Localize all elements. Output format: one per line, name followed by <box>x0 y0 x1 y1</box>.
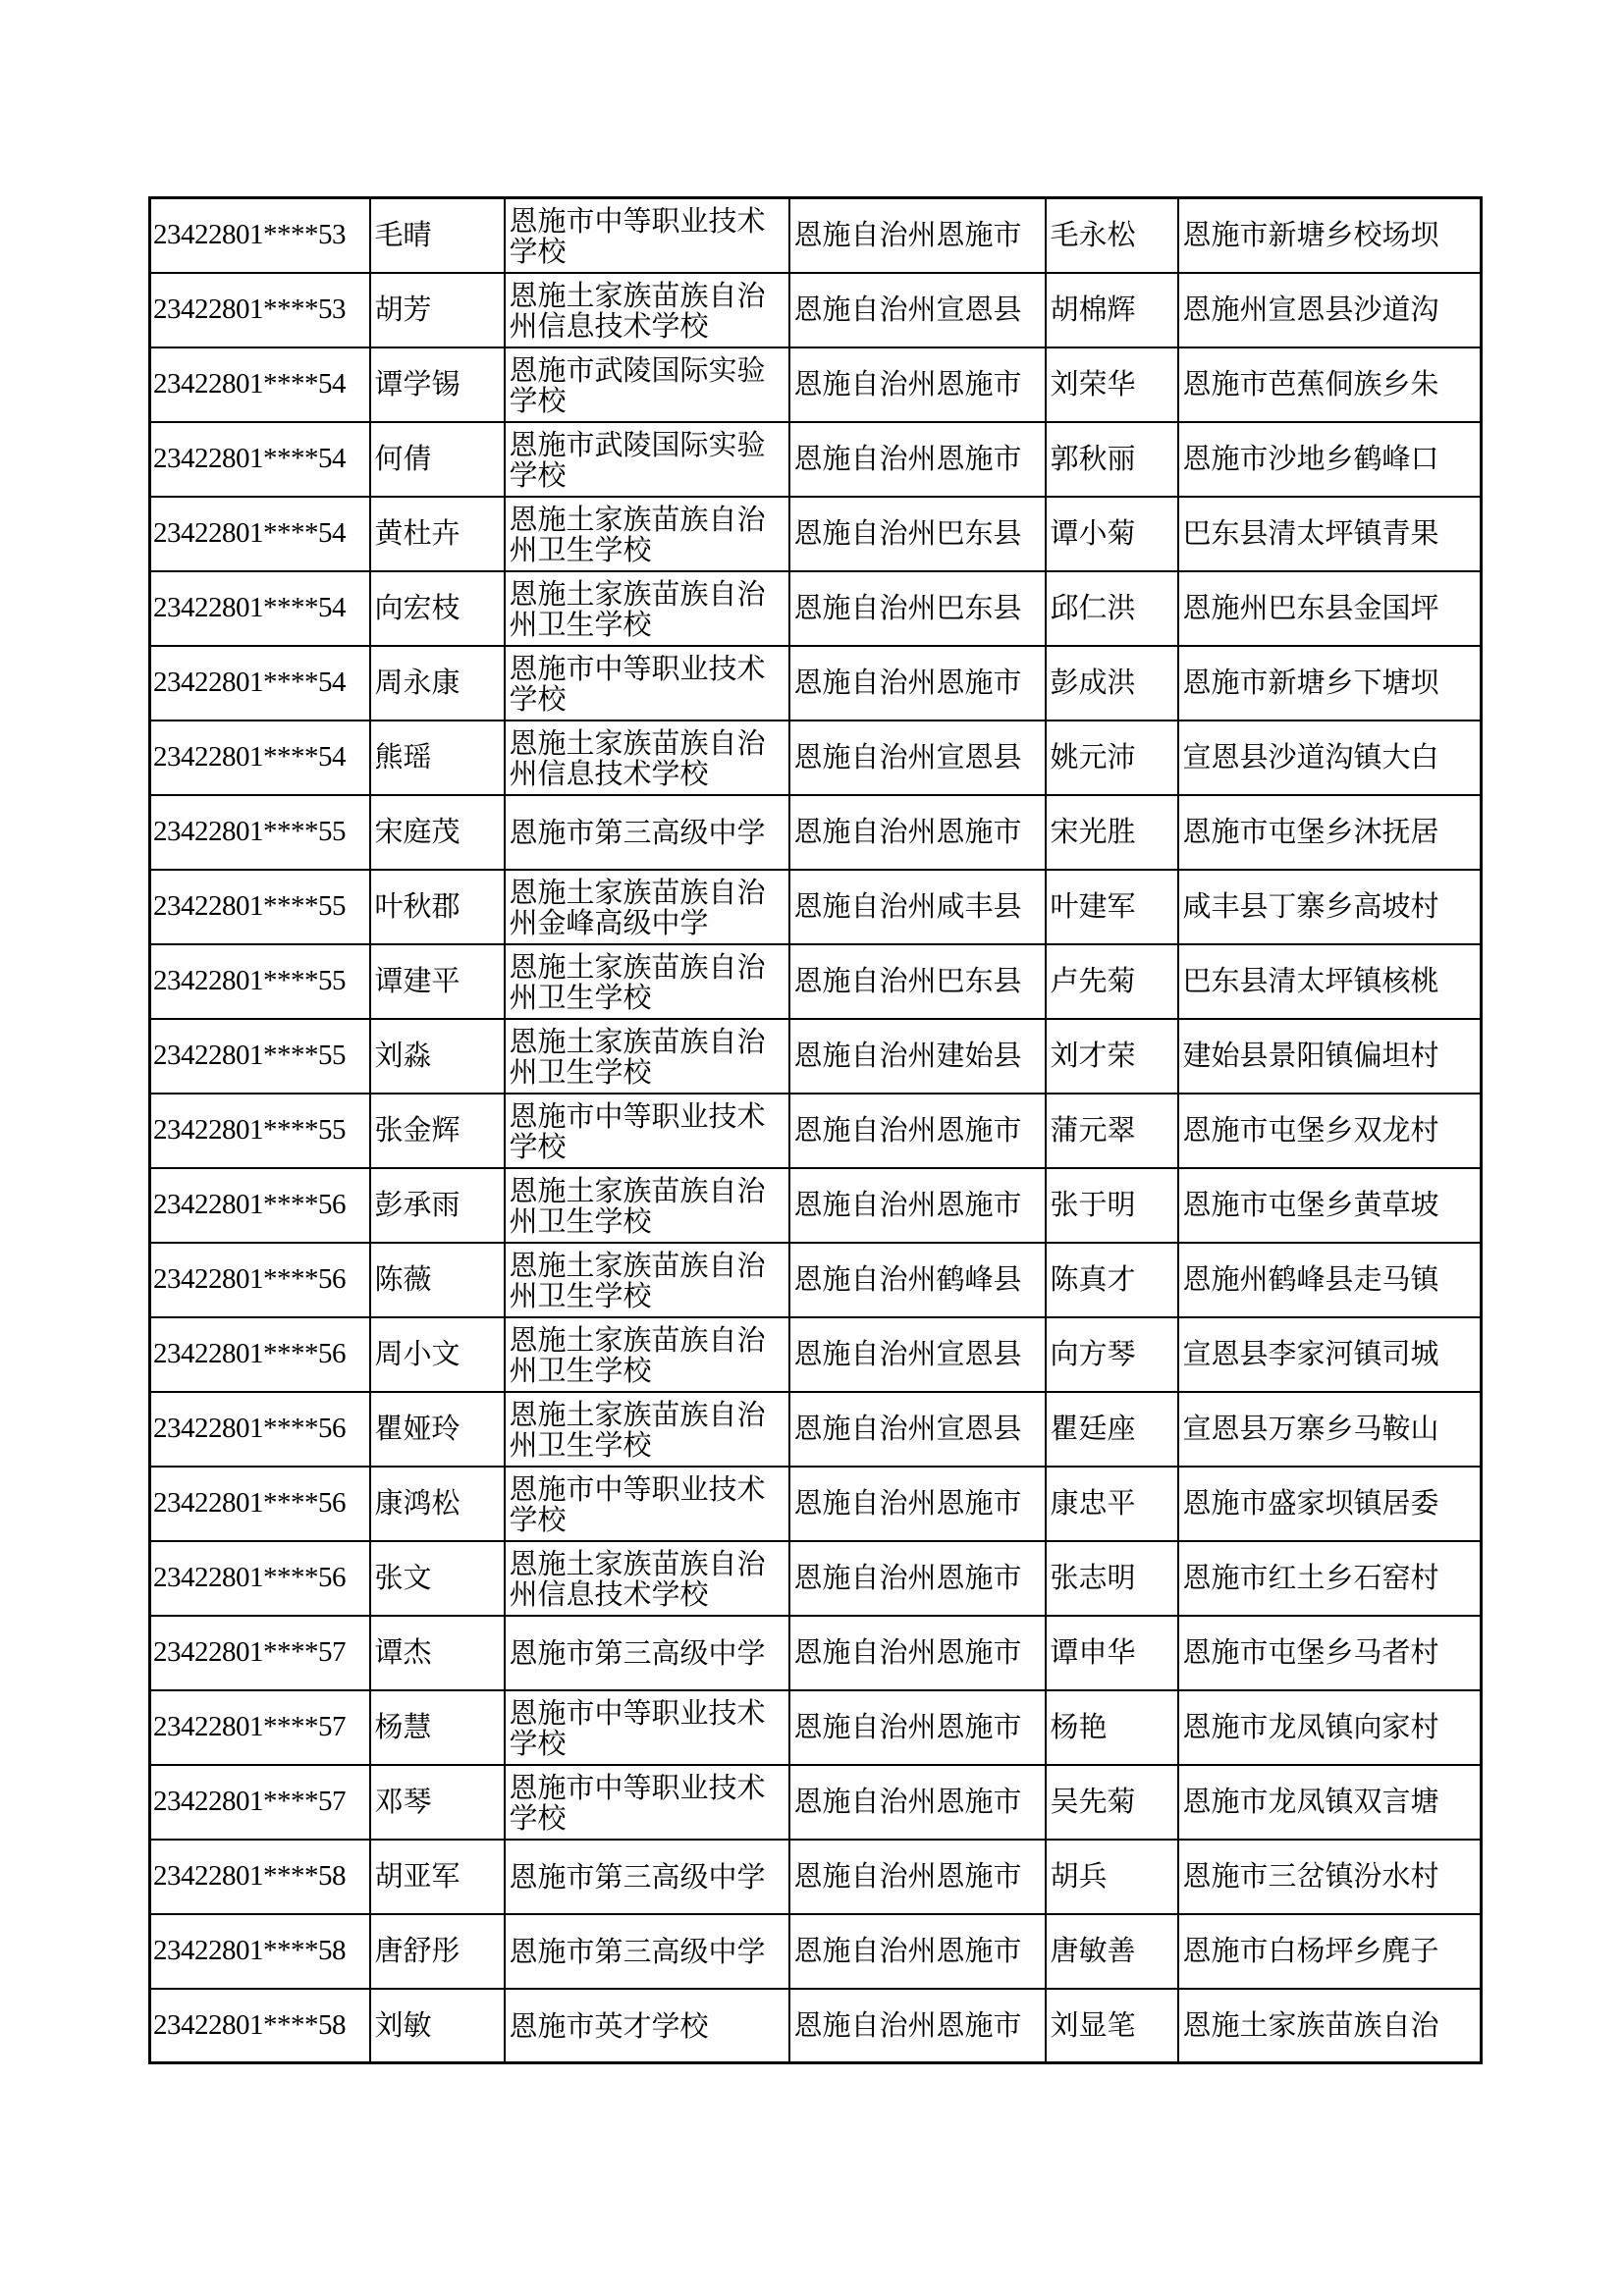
region-cell: 恩施自治州巴东县 <box>789 944 1046 1019</box>
student-name-cell: 陈薇 <box>370 1243 505 1317</box>
student-id-cell: 23422801****54 <box>150 721 370 795</box>
region-cell: 恩施自治州恩施市 <box>789 795 1046 870</box>
student-name-cell: 黄杜卉 <box>370 497 505 571</box>
address-cell: 恩施市三岔镇汾水村 <box>1178 1840 1482 1914</box>
table-row <box>150 795 1482 870</box>
address-cell: 恩施州巴东县金国坪 <box>1178 571 1482 646</box>
student-name-cell: 胡芳 <box>370 273 505 347</box>
student-name-cell: 熊瑶 <box>370 721 505 795</box>
table-row <box>150 1467 1482 1541</box>
student-name-cell: 邓琴 <box>370 1765 505 1840</box>
region-cell: 恩施自治州恩施市 <box>789 1616 1046 1690</box>
school-cell: 恩施市中等职业技术学校 <box>505 198 789 273</box>
school-cell: 恩施土家族苗族自治州金峰高级中学 <box>505 870 789 944</box>
address-cell: 巴东县清太坪镇核桃 <box>1178 944 1482 1019</box>
guardian-name-cell: 彭成洪 <box>1046 646 1178 721</box>
region-cell: 恩施自治州恩施市 <box>789 1094 1046 1168</box>
student-id-cell: 23422801****57 <box>150 1765 370 1840</box>
region-cell: 恩施自治州恩施市 <box>789 347 1046 422</box>
school-cell: 恩施土家族苗族自治州卫生学校 <box>505 497 789 571</box>
guardian-name-cell: 刘荣华 <box>1046 347 1178 422</box>
student-name-cell: 周永康 <box>370 646 505 721</box>
student-id-cell: 23422801****56 <box>150 1168 370 1243</box>
school-cell: 恩施土家族苗族自治州卫生学校 <box>505 1392 789 1467</box>
table-row <box>150 1690 1482 1765</box>
student-name-cell: 谭杰 <box>370 1616 505 1690</box>
region-cell: 恩施自治州恩施市 <box>789 1914 1046 1989</box>
address-cell: 恩施市红土乡石窑村 <box>1178 1541 1482 1616</box>
school-cell: 恩施市第三高级中学 <box>505 795 789 870</box>
table-row <box>150 1168 1482 1243</box>
table-row <box>150 1541 1482 1616</box>
address-cell: 巴东县清太坪镇青果 <box>1178 497 1482 571</box>
roster-body <box>150 198 1482 2063</box>
region-cell: 恩施自治州恩施市 <box>789 1840 1046 1914</box>
region-cell: 恩施自治州恩施市 <box>789 1541 1046 1616</box>
student-name-cell: 毛晴 <box>370 198 505 273</box>
region-cell: 恩施自治州宣恩县 <box>789 273 1046 347</box>
region-cell: 恩施自治州恩施市 <box>789 1989 1046 2063</box>
table-row <box>150 870 1482 944</box>
school-cell: 恩施市第三高级中学 <box>505 1616 789 1690</box>
guardian-name-cell: 谭小菊 <box>1046 497 1178 571</box>
region-cell: 恩施自治州恩施市 <box>789 1467 1046 1541</box>
table-row <box>150 944 1482 1019</box>
guardian-name-cell: 叶建军 <box>1046 870 1178 944</box>
student-name-cell: 张金辉 <box>370 1094 505 1168</box>
table-row <box>150 497 1482 571</box>
student-name-cell: 彭承雨 <box>370 1168 505 1243</box>
address-cell: 宣恩县万寨乡马鞍山 <box>1178 1392 1482 1467</box>
student-id-cell: 23422801****56 <box>150 1541 370 1616</box>
address-cell: 恩施市盛家坝镇居委 <box>1178 1467 1482 1541</box>
guardian-name-cell: 张于明 <box>1046 1168 1178 1243</box>
address-cell: 恩施市沙地乡鹤峰口 <box>1178 422 1482 497</box>
student-id-cell: 23422801****58 <box>150 1914 370 1989</box>
table-row <box>150 1840 1482 1914</box>
student-name-cell: 康鸿松 <box>370 1467 505 1541</box>
region-cell: 恩施自治州恩施市 <box>789 646 1046 721</box>
school-cell: 恩施市第三高级中学 <box>505 1914 789 1989</box>
school-cell: 恩施市武陵国际实验学校 <box>505 347 789 422</box>
guardian-name-cell: 唐敏善 <box>1046 1914 1178 1989</box>
student-name-cell: 杨慧 <box>370 1690 505 1765</box>
student-name-cell: 叶秋郡 <box>370 870 505 944</box>
student-name-cell: 刘淼 <box>370 1019 505 1094</box>
address-cell: 恩施市屯堡乡黄草坡 <box>1178 1168 1482 1243</box>
school-cell: 恩施土家族苗族自治州信息技术学校 <box>505 273 789 347</box>
student-name-cell: 瞿娅玲 <box>370 1392 505 1467</box>
student-name-cell: 张文 <box>370 1541 505 1616</box>
guardian-name-cell: 陈真才 <box>1046 1243 1178 1317</box>
school-cell: 恩施市中等职业技术学校 <box>505 1690 789 1765</box>
student-id-cell: 23422801****56 <box>150 1467 370 1541</box>
table-row <box>150 646 1482 721</box>
region-cell: 恩施自治州巴东县 <box>789 497 1046 571</box>
table-row <box>150 571 1482 646</box>
school-cell: 恩施土家族苗族自治州卫生学校 <box>505 1317 789 1392</box>
guardian-name-cell: 卢先菊 <box>1046 944 1178 1019</box>
table-row <box>150 347 1482 422</box>
region-cell: 恩施自治州建始县 <box>789 1019 1046 1094</box>
guardian-name-cell: 谭申华 <box>1046 1616 1178 1690</box>
guardian-name-cell: 姚元沛 <box>1046 721 1178 795</box>
school-cell: 恩施市第三高级中学 <box>505 1840 789 1914</box>
region-cell: 恩施自治州宣恩县 <box>789 721 1046 795</box>
region-cell: 恩施自治州恩施市 <box>789 1765 1046 1840</box>
region-cell: 恩施自治州宣恩县 <box>789 1392 1046 1467</box>
address-cell: 恩施州宣恩县沙道沟 <box>1178 273 1482 347</box>
address-cell: 恩施市新塘乡下塘坝 <box>1178 646 1482 721</box>
region-cell: 恩施自治州恩施市 <box>789 1690 1046 1765</box>
guardian-name-cell: 蒲元翠 <box>1046 1094 1178 1168</box>
school-cell: 恩施土家族苗族自治州卫生学校 <box>505 944 789 1019</box>
table-row <box>150 1989 1482 2063</box>
student-id-cell: 23422801****57 <box>150 1616 370 1690</box>
student-id-cell: 23422801****55 <box>150 870 370 944</box>
guardian-name-cell: 康忠平 <box>1046 1467 1178 1541</box>
student-id-cell: 23422801****56 <box>150 1243 370 1317</box>
student-id-cell: 23422801****56 <box>150 1392 370 1467</box>
guardian-name-cell: 刘才荣 <box>1046 1019 1178 1094</box>
school-cell: 恩施市中等职业技术学校 <box>505 1094 789 1168</box>
student-id-cell: 23422801****55 <box>150 944 370 1019</box>
student-id-cell: 23422801****55 <box>150 1019 370 1094</box>
student-id-cell: 23422801****58 <box>150 1989 370 2063</box>
student-id-cell: 23422801****57 <box>150 1690 370 1765</box>
table-row <box>150 1019 1482 1094</box>
table-row <box>150 198 1482 273</box>
region-cell: 恩施自治州恩施市 <box>789 198 1046 273</box>
address-cell: 恩施市屯堡乡沐抚居 <box>1178 795 1482 870</box>
school-cell: 恩施土家族苗族自治州卫生学校 <box>505 1019 789 1094</box>
address-cell: 恩施州鹤峰县走马镇 <box>1178 1243 1482 1317</box>
address-cell: 恩施土家族苗族自治 <box>1178 1989 1482 2063</box>
region-cell: 恩施自治州咸丰县 <box>789 870 1046 944</box>
guardian-name-cell: 胡棉辉 <box>1046 273 1178 347</box>
address-cell: 恩施市屯堡乡马者村 <box>1178 1616 1482 1690</box>
student-id-cell: 23422801****58 <box>150 1840 370 1914</box>
school-cell: 恩施市武陵国际实验学校 <box>505 422 789 497</box>
school-cell: 恩施市中等职业技术学校 <box>505 1765 789 1840</box>
guardian-name-cell: 邱仁洪 <box>1046 571 1178 646</box>
region-cell: 恩施自治州恩施市 <box>789 422 1046 497</box>
address-cell: 恩施市芭蕉侗族乡朱 <box>1178 347 1482 422</box>
student-name-cell: 周小文 <box>370 1317 505 1392</box>
region-cell: 恩施自治州恩施市 <box>789 1168 1046 1243</box>
student-id-cell: 23422801****56 <box>150 1317 370 1392</box>
student-name-cell: 刘敏 <box>370 1989 505 2063</box>
guardian-name-cell: 张志明 <box>1046 1541 1178 1616</box>
address-cell: 恩施市龙凤镇双言塘 <box>1178 1765 1482 1840</box>
table-row <box>150 1094 1482 1168</box>
student-id-cell: 23422801****54 <box>150 422 370 497</box>
table-row <box>150 1392 1482 1467</box>
student-name-cell: 何倩 <box>370 422 505 497</box>
student-id-cell: 23422801****54 <box>150 571 370 646</box>
region-cell: 恩施自治州巴东县 <box>789 571 1046 646</box>
address-cell: 恩施市新塘乡校场坝 <box>1178 198 1482 273</box>
table-row <box>150 1914 1482 1989</box>
guardian-name-cell: 胡兵 <box>1046 1840 1178 1914</box>
student-name-cell: 唐舒彤 <box>370 1914 505 1989</box>
address-cell: 恩施市屯堡乡双龙村 <box>1178 1094 1482 1168</box>
table-row <box>150 273 1482 347</box>
guardian-name-cell: 瞿廷座 <box>1046 1392 1178 1467</box>
table-row <box>150 721 1482 795</box>
student-id-cell: 23422801****53 <box>150 273 370 347</box>
school-cell: 恩施市英才学校 <box>505 1989 789 2063</box>
student-id-cell: 23422801****53 <box>150 198 370 273</box>
school-cell: 恩施土家族苗族自治州信息技术学校 <box>505 1541 789 1616</box>
student-id-cell: 23422801****54 <box>150 347 370 422</box>
table-row <box>150 422 1482 497</box>
guardian-name-cell: 刘显笔 <box>1046 1989 1178 2063</box>
school-cell: 恩施土家族苗族自治州卫生学校 <box>505 1243 789 1317</box>
guardian-name-cell: 毛永松 <box>1046 198 1178 273</box>
region-cell: 恩施自治州宣恩县 <box>789 1317 1046 1392</box>
school-cell: 恩施市中等职业技术学校 <box>505 1467 789 1541</box>
address-cell: 咸丰县丁寨乡高坡村 <box>1178 870 1482 944</box>
student-id-cell: 23422801****54 <box>150 646 370 721</box>
school-cell: 恩施市中等职业技术学校 <box>505 646 789 721</box>
student-name-cell: 宋庭茂 <box>370 795 505 870</box>
guardian-name-cell: 杨艳 <box>1046 1690 1178 1765</box>
student-id-cell: 23422801****55 <box>150 1094 370 1168</box>
guardian-name-cell: 郭秋丽 <box>1046 422 1178 497</box>
student-id-cell: 23422801****55 <box>150 795 370 870</box>
table-row <box>150 1317 1482 1392</box>
student-name-cell: 谭建平 <box>370 944 505 1019</box>
roster-table <box>148 196 1483 2064</box>
student-id-cell: 23422801****54 <box>150 497 370 571</box>
region-cell: 恩施自治州鹤峰县 <box>789 1243 1046 1317</box>
address-cell: 宣恩县李家河镇司城 <box>1178 1317 1482 1392</box>
address-cell: 建始县景阳镇偏坦村 <box>1178 1019 1482 1094</box>
school-cell: 恩施土家族苗族自治州卫生学校 <box>505 1168 789 1243</box>
address-cell: 恩施市龙凤镇向家村 <box>1178 1690 1482 1765</box>
student-name-cell: 向宏枝 <box>370 571 505 646</box>
table-row <box>150 1765 1482 1840</box>
guardian-name-cell: 宋光胜 <box>1046 795 1178 870</box>
address-cell: 宣恩县沙道沟镇大白 <box>1178 721 1482 795</box>
table-row <box>150 1243 1482 1317</box>
guardian-name-cell: 向方琴 <box>1046 1317 1178 1392</box>
school-cell: 恩施土家族苗族自治州卫生学校 <box>505 571 789 646</box>
address-cell: 恩施市白杨坪乡麂子 <box>1178 1914 1482 1989</box>
student-name-cell: 谭学锡 <box>370 347 505 422</box>
guardian-name-cell: 吴先菊 <box>1046 1765 1178 1840</box>
table-row <box>150 1616 1482 1690</box>
school-cell: 恩施土家族苗族自治州信息技术学校 <box>505 721 789 795</box>
student-name-cell: 胡亚军 <box>370 1840 505 1914</box>
